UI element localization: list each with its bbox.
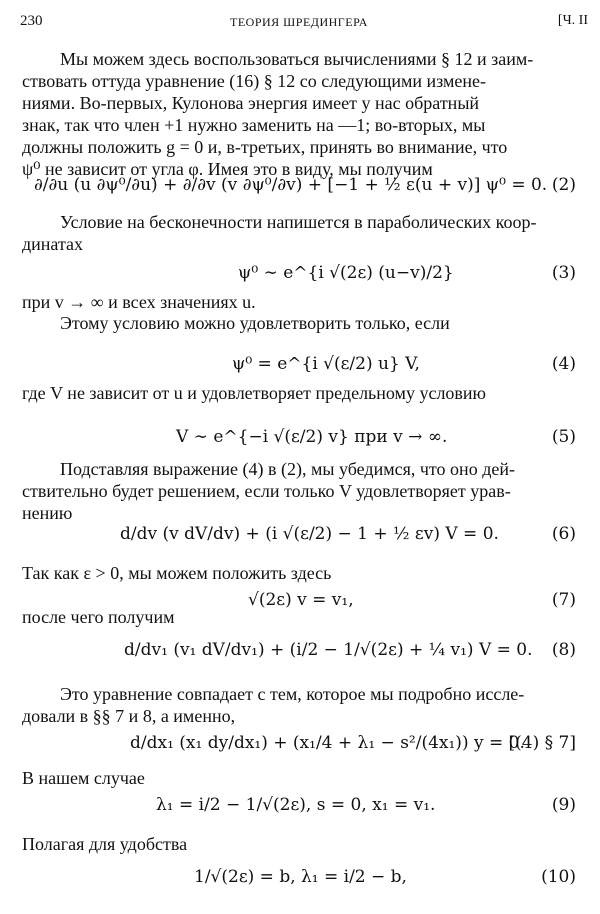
equation-2-number: (2) — [551, 175, 576, 195]
equation-3 — [0, 254, 600, 292]
equation-5-number: (5) — [551, 427, 576, 447]
equation-6-number: (6) — [551, 524, 576, 544]
paragraph-line: ствительно будет решением, если только V удовлетворяет урав- — [22, 481, 511, 501]
equation-4-section-7-number: [(4) § 7] — [508, 733, 576, 753]
paragraph-3 — [22, 291, 574, 313]
equation-2-expression: ∂/∂u (u ∂ψ⁰/∂u) + ∂/∂v (v ∂ψ⁰/∂v) + [−1 + ½ ε(u + v)] ψ⁰ = 0. — [34, 175, 548, 195]
paragraph-1 — [22, 48, 574, 180]
page-number: 230 — [20, 13, 43, 29]
paragraph-line: при v → ∞ и всех значениях u. — [22, 292, 256, 312]
paragraph-line: Мы можем здесь воспользоваться вычислениями § 12 и заим- — [60, 49, 534, 69]
paragraph-7 — [22, 562, 574, 584]
equation-7-expression: √(2ε) v = v₁, — [248, 590, 354, 610]
equation-4-section-7 — [0, 724, 600, 762]
equation-6 — [0, 515, 600, 553]
paragraph-line: ниями. Во-первых, Кулонова энергия имеет у нас обратный — [22, 93, 480, 113]
equation-3-number: (3) — [551, 263, 576, 283]
paragraph-line: должны положить g = 0 и, в-третьих, принять во внимание, что — [22, 137, 508, 157]
equation-10-number: (10) — [541, 867, 576, 887]
paragraph-line: ствовать оттуда уравнение (16) § 12 со следующими измене- — [22, 71, 487, 91]
equation-4 — [0, 345, 600, 383]
equation-7-number: (7) — [551, 590, 576, 610]
paragraph-line: после чего получим — [22, 607, 175, 627]
paragraph-line: знак, так что член +1 нужно заменить на —1; во-вторых, мы — [22, 115, 486, 135]
paragraph-4 — [22, 312, 574, 334]
page-head-title: ТЕОРИЯ ШРЕДИНГЕРА — [230, 15, 368, 29]
equation-10 — [0, 858, 600, 896]
paragraph-line: динатах — [22, 234, 84, 254]
equation-8-expression: d/dv₁ (v₁ dV/dv₁) + (i/2 − 1/√(2ε) + ¼ v₁) V = 0. — [124, 640, 533, 660]
paragraph-9 — [22, 683, 574, 727]
equation-2 — [0, 166, 600, 204]
paragraph-line: Это уравнение совпадает с тем, которое мы подробно иссле- — [60, 684, 525, 704]
running-head — [20, 11, 588, 31]
equation-6-expression: d/dv (v dV/dv) + (i √(ε/2) − 1 + ½ εv) V = 0. — [120, 524, 499, 544]
equation-3-expression: ψ⁰ ∼ e^{i √(2ε) (u−v)/2} — [238, 263, 454, 283]
paragraph-line: довали в §§ 7 и 8, а именно, — [22, 706, 236, 726]
paragraph-11 — [22, 833, 574, 855]
paragraph-line: Этому условию можно удовлетворить только, если — [60, 313, 450, 333]
equation-8 — [0, 631, 600, 669]
equation-10-expression: 1/√(2ε) = b, λ₁ = i/2 − b, — [194, 867, 407, 887]
paragraph-line: Подставляя выражение (4) в (2), мы убедимся, что оно дей- — [60, 459, 515, 479]
paragraph-line: ψ⁰ не зависит от угла φ. Имея это в виду, мы получим — [22, 159, 433, 179]
equation-4-number: (4) — [551, 354, 576, 374]
chapter-mark: [Ч. II — [557, 13, 588, 28]
equation-5-expression: V ∼ e^{−i √(ε/2) v} при v → ∞. — [176, 427, 448, 447]
paragraph-5 — [22, 382, 574, 404]
equation-5 — [0, 418, 600, 456]
paragraph-line: Условие на бесконечности напишется в параболических коор- — [60, 212, 537, 232]
equation-4-expression: ψ⁰ = e^{i √(ε/2) u} V, — [232, 354, 420, 374]
paragraph-line: В нашем случае — [22, 768, 145, 788]
paragraph-line: Так как ε > 0, мы можем положить здесь — [22, 563, 332, 583]
equation-4-section-7-expression: d/dx₁ (x₁ dy/dx₁) + (x₁/4 + λ₁ − s²/(4x₁)) y = 0. — [130, 733, 525, 753]
equation-9-expression: λ₁ = i/2 − 1/√(2ε), s = 0, x₁ = v₁. — [156, 795, 436, 815]
paragraph-line: Полагая для удобства — [22, 834, 188, 854]
equation-8-number: (8) — [551, 640, 576, 660]
equation-9 — [0, 786, 600, 824]
equation-9-number: (9) — [551, 795, 576, 815]
paragraph-line: нению — [22, 503, 73, 523]
paragraph-8 — [22, 606, 574, 628]
paragraph-2 — [22, 211, 574, 255]
paragraph-line: где V не зависит от u и удовлетворяет предельному условию — [22, 383, 487, 403]
